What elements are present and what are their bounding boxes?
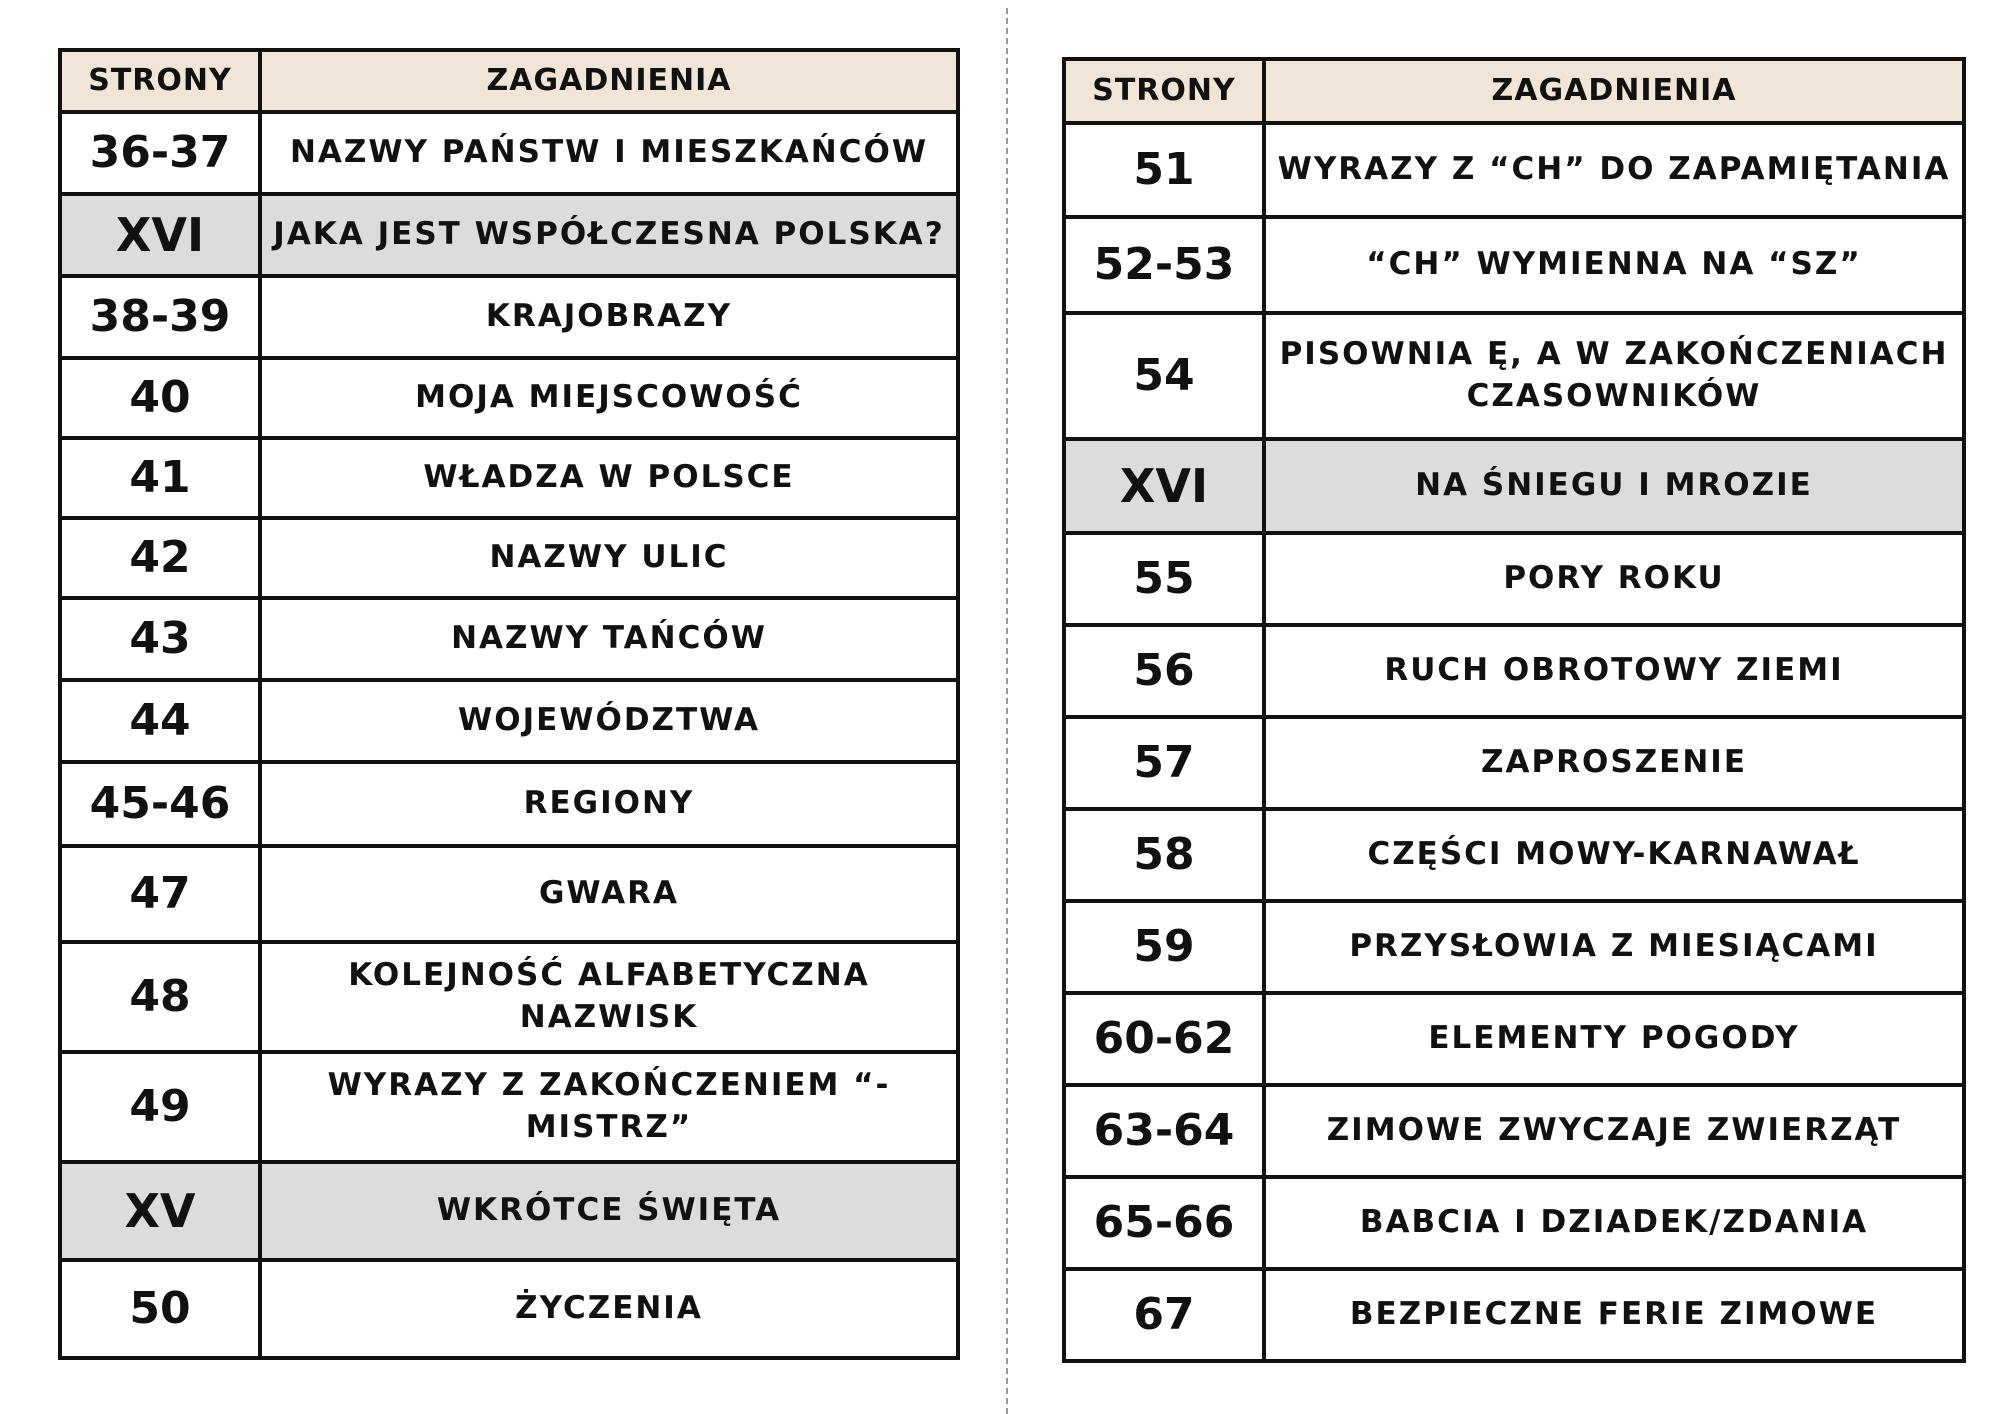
chapter-number: XV <box>60 1162 260 1260</box>
table-of-contents-left <box>58 48 960 1360</box>
page-range: 59 <box>1064 901 1264 993</box>
page-range: 40 <box>60 358 260 438</box>
table-row <box>1064 993 1964 1085</box>
header-row <box>60 50 958 112</box>
table-row <box>1064 625 1964 717</box>
page-range: 42 <box>60 518 260 598</box>
topic-text: REGIONY <box>260 762 958 846</box>
topic-text: ELEMENTY POGODY <box>1264 993 1964 1085</box>
topic-text: ZAPROSZENIE <box>1264 717 1964 809</box>
table-row <box>1064 1085 1964 1177</box>
table-row <box>60 1260 958 1358</box>
table-row <box>60 358 958 438</box>
chapter-title: WKRÓTCE ŚWIĘTA <box>260 1162 958 1260</box>
page-range: 63-64 <box>1064 1085 1264 1177</box>
chapter-row <box>1064 439 1964 533</box>
topic-text: NAZWY PAŃSTW I MIESZKAŃCÓW <box>260 112 958 194</box>
chapter-row <box>60 194 958 276</box>
table-row <box>1064 217 1964 313</box>
chapter-title: JAKA JEST WSPÓŁCZESNA POLSKA? <box>260 194 958 276</box>
chapter-number: XVI <box>1064 439 1264 533</box>
chapter-title: NA ŚNIEGU I MROZIE <box>1264 439 1964 533</box>
page-range: 41 <box>60 438 260 518</box>
page-range: 38-39 <box>60 276 260 358</box>
topic-text: BABCIA I DZIADEK/ZDANIA <box>1264 1177 1964 1269</box>
page-range: 57 <box>1064 717 1264 809</box>
table-row <box>1064 809 1964 901</box>
page-range: 52-53 <box>1064 217 1264 313</box>
page-range: 50 <box>60 1260 260 1358</box>
table-row <box>60 276 958 358</box>
page-fold-divider <box>1006 8 1008 1414</box>
table-row <box>60 762 958 846</box>
header-topics: ZAGADNIENIA <box>260 50 958 112</box>
topic-text: PORY ROKU <box>1264 533 1964 625</box>
page-range: 48 <box>60 942 260 1052</box>
topic-text: PISOWNIA Ę, A W ZAKOŃCZENIACH CZASOWNIKÓW <box>1264 313 1964 439</box>
topic-text: ZIMOWE ZWYCZAJE ZWIERZĄT <box>1264 1085 1964 1177</box>
table-row <box>1064 533 1964 625</box>
table-row <box>60 112 958 194</box>
topic-text: “CH” WYMIENNA NA “SZ” <box>1264 217 1964 313</box>
topic-text: GWARA <box>260 846 958 942</box>
page-range: 65-66 <box>1064 1177 1264 1269</box>
table-row <box>1064 717 1964 809</box>
table-row <box>60 518 958 598</box>
page-range: 36-37 <box>60 112 260 194</box>
topic-text: WYRAZY Z ZAKOŃCZENIEM “-MISTRZ” <box>260 1052 958 1162</box>
table-of-contents-right <box>1062 57 1966 1363</box>
table-row <box>1064 123 1964 217</box>
header-row <box>1064 59 1964 123</box>
page-range: 47 <box>60 846 260 942</box>
topic-text: MOJA MIEJSCOWOŚĆ <box>260 358 958 438</box>
topic-text: WYRAZY Z “CH” DO ZAPAMIĘTANIA <box>1264 123 1964 217</box>
page-range: 54 <box>1064 313 1264 439</box>
page-range: 60-62 <box>1064 993 1264 1085</box>
topic-text: WŁADZA W POLSCE <box>260 438 958 518</box>
topic-text: CZĘŚCI MOWY-KARNAWAŁ <box>1264 809 1964 901</box>
page-range: 49 <box>60 1052 260 1162</box>
table-row <box>60 942 958 1052</box>
page-range: 56 <box>1064 625 1264 717</box>
topic-text: NAZWY ULIC <box>260 518 958 598</box>
topic-text: NAZWY TAŃCÓW <box>260 598 958 680</box>
left-table-body <box>60 112 958 1358</box>
page-range: 51 <box>1064 123 1264 217</box>
page-range: 44 <box>60 680 260 762</box>
header-pages: STRONY <box>60 50 260 112</box>
topic-text: KRAJOBRAZY <box>260 276 958 358</box>
topic-text: BEZPIECZNE FERIE ZIMOWE <box>1264 1269 1964 1361</box>
chapter-row <box>60 1162 958 1260</box>
table-row <box>60 680 958 762</box>
header-pages: STRONY <box>1064 59 1264 123</box>
table-row <box>60 598 958 680</box>
topic-text: WOJEWÓDZTWA <box>260 680 958 762</box>
table-row <box>1064 313 1964 439</box>
header-topics: ZAGADNIENIA <box>1264 59 1964 123</box>
page-range: 58 <box>1064 809 1264 901</box>
table-row <box>60 1052 958 1162</box>
chapter-number: XVI <box>60 194 260 276</box>
topic-text: ŻYCZENIA <box>260 1260 958 1358</box>
table-row <box>60 438 958 518</box>
table-row <box>1064 1269 1964 1361</box>
page-range: 55 <box>1064 533 1264 625</box>
page-range: 45-46 <box>60 762 260 846</box>
page-range: 43 <box>60 598 260 680</box>
table-row <box>60 846 958 942</box>
page-range: 67 <box>1064 1269 1264 1361</box>
topic-text: KOLEJNOŚĆ ALFABETYCZNA NAZWISK <box>260 942 958 1052</box>
topic-text: RUCH OBROTOWY ZIEMI <box>1264 625 1964 717</box>
right-table-body <box>1064 123 1964 1361</box>
topic-text: PRZYSŁOWIA Z MIESIĄCAMI <box>1264 901 1964 993</box>
table-row <box>1064 901 1964 993</box>
table-row <box>1064 1177 1964 1269</box>
